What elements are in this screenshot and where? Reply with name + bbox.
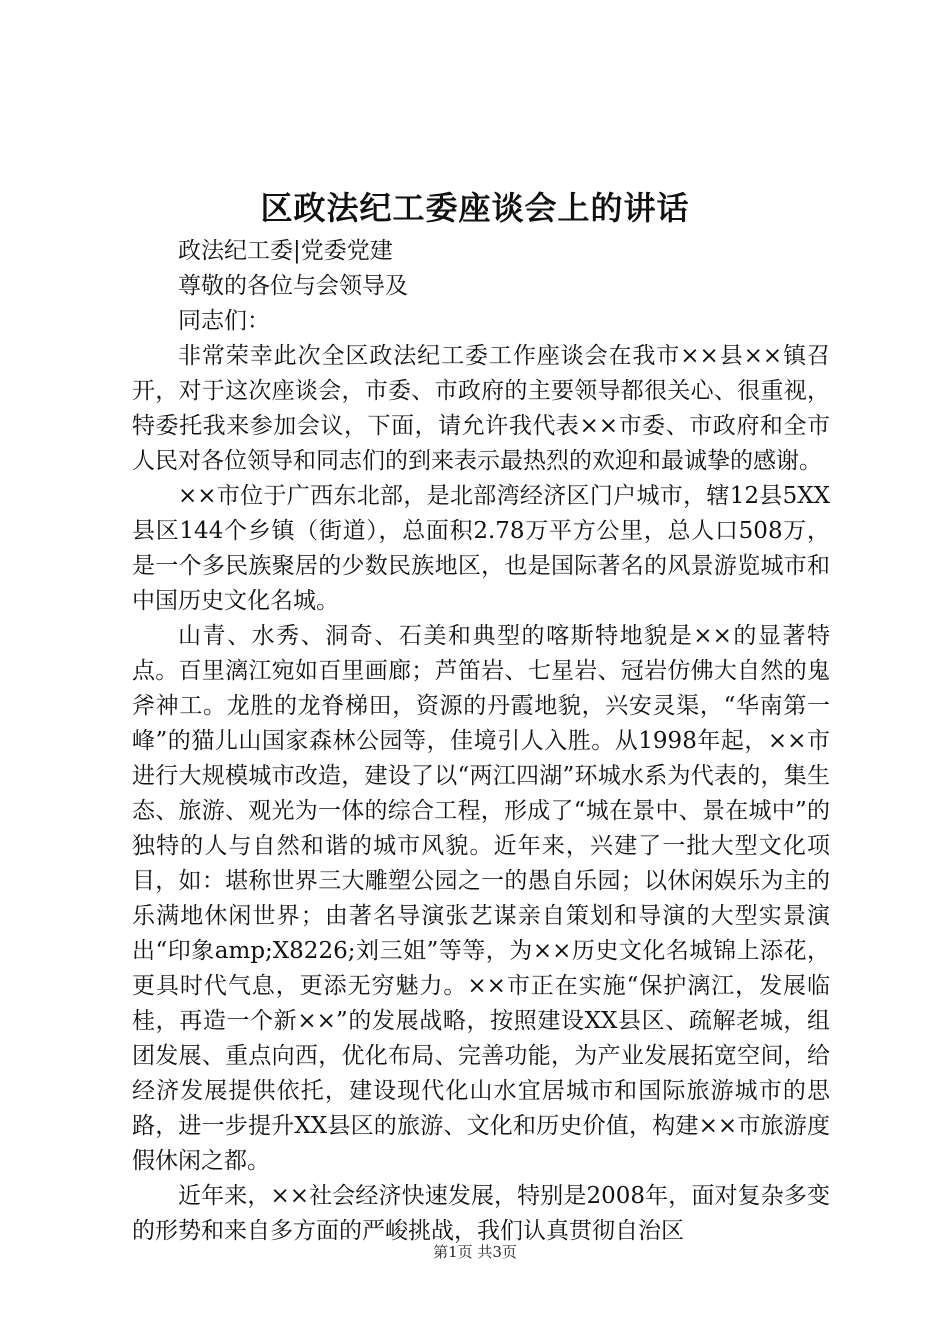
paragraph-development: 近年来，××社会经济快速发展，特别是2008年，面对复杂多变的形势和来自多方面的严峻挑战，我们认真贯彻自治区 [132,1183,830,1244]
intro-line-category: 政法纪工委|党委党建 [178,238,393,264]
intro-line-comrades: 同志们： [178,308,270,334]
paragraph-scenery: 山青、水秀、洞奇、石美和典型的喀斯特地貌是××的显著特点。百里漓江宛如百里画廊；芦笛岩、七星岩、冠岩仿佛大自然的鬼斧神工。龙胜的龙脊梯田，资源的丹霞地貌，兴安灵渠，“华南第一峰”的猫儿山国家森林公园等，佳境引人入胜。从1998年起，××市进行大规模城市改造，建设了以“两江四湖”环城水系为代表的，集生态、旅游、观光为一体的综合工程，形成了“城在景中、景在城中”的独特的人与自然和谐的城市风貌。近年来，兴建了一批大型文化项目，如：堪称世界三大雕塑公园之一的愚自乐园；以休闲娱乐为主的乐满地休闲世界；由著名导演张艺谋亲自策划和导演的大型实景演出“印象amp;X8226;刘三姐”等等，为××历史文化名城锦上添花，更具时代气息，更添无穷魅力。××市正在实施“保护漓江，发展临桂，再造一个新××”的发展战略，按照建设XX县区、疏解老城，组团发展、重点向西，优化布局、完善功能，为产业发展拓宽空间，给经济发展提供依托，建设现代化山水宜居城市和国际旅游城市的思路，进一步提升XX县区的旅游、文化和历史价值，构建××市旅游度假休闲之都。 [132,623,830,1174]
document-body [132,234,830,1249]
paragraph-welcome: 非常荣幸此次全区政法纪工委工作座谈会在我市××县××镇召开，对于这次座谈会，市委、市政府的主要领导都很关心、很重视，特委托我来参加会议，下面，请允许我代表××市委、市政府和全市人民对各位领导和同志们的到来表示最热烈的欢迎和最诚挚的感谢。 [132,343,830,474]
document-title: 区政法纪工委座谈会上的讲话 [260,189,690,227]
intro-line-salutation: 尊敬的各位与会领导及 [178,273,408,299]
page-number: 第1页 共3页 [433,1243,517,1261]
paragraph-city-overview: ××市位于广西东北部，是北部湾经济区门户城市，辖12县5XX县区144个乡镇（街道），总面积2.78万平方公里，总人口508万，是一个多民族聚居的少数民族地区，也是国际著名的风景游览城市和中国历史文化名城。 [132,483,830,614]
